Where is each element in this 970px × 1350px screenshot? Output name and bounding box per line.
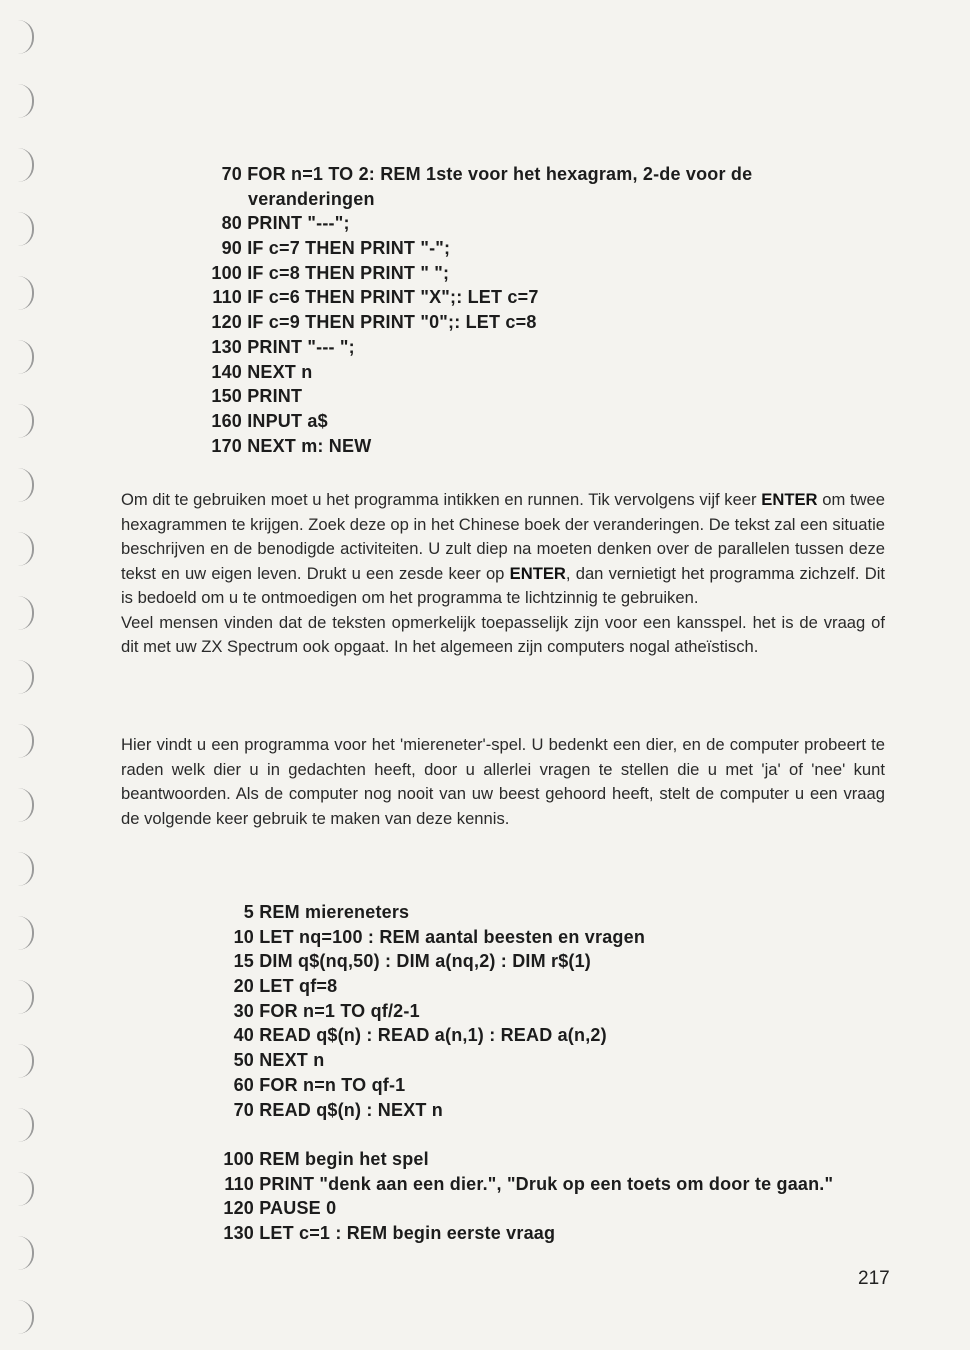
code-listing-hexagram [196, 162, 752, 458]
code-line [208, 1098, 833, 1123]
code-line [196, 236, 752, 261]
code-line [208, 1048, 833, 1073]
code-text: LET qf=8 [254, 976, 338, 997]
code-text: FOR n=1 TO 2: REM 1ste voor het hexagram, 2-de voor de [242, 164, 753, 184]
code-text: READ q$(n) : READ a(n,1) : READ a(n,2) [254, 1025, 607, 1046]
line-number: 120 [223, 1198, 254, 1219]
code-text: NEXT m: NEW [242, 435, 372, 456]
enter-key-label: ENTER [509, 563, 566, 583]
line-number: 40 [233, 1025, 254, 1046]
code-text: REM miereneters [254, 902, 410, 922]
line-number: 110 [224, 1173, 254, 1194]
code-line [208, 900, 833, 925]
line-number: 150 [211, 386, 242, 407]
paragraph-usage: Om dit te gebruiken moet u het programma intikken en runnen. Tik vervolgens vijf keer ENTER om twee hexagrammen te krijgen. Zoek deze op in het Chinese boek der veranderingen. De tekst zal een situatie beschrijven en de benodigde activiteiten. U zult diep na moeten denken over de parallelen tussen deze tekst en uw eigen leven. Drukt u een zesde keer op ENTER, dan vernietigt het programma zichzelf. Dit is bedoeld om u te ontmoedigen om het programma te lichtzinnig te gebruiken. Veel mensen vinden dat de teksten opmerkelijk toepasselijk zijn voor een kansspel. het is de vraag of dit met uw ZX Spectrum ook opgaat. In het algemeen zijn computers nogal atheïstisch. [121, 490, 886, 656]
line-number: 100 [223, 1148, 254, 1169]
enter-key-label: ENTER [761, 490, 818, 509]
line-number: 20 [233, 976, 254, 997]
code-text: veranderingen [248, 188, 375, 209]
paragraph-miereneter-intro: Hier vindt u een programma voor het 'miereneter'-spel. U bedenkt een dier, en de computer probeert te raden welk dier u in gedachten heeft, door u allerlei vragen te stellen die u met 'ja' of 'nee' kunt beantwoorden. Als de computer nog nooit van uw beest gehoord heeft, stelt de computer u een vraag de volgende keer gebruik te maken van deze kennis. [121, 735, 885, 828]
line-number: 5 [243, 902, 254, 922]
page-number: 217 [858, 1268, 890, 1289]
code-line [208, 1073, 833, 1098]
code-line [196, 211, 752, 236]
line-number: 90 [221, 238, 242, 259]
line-number: 130 [223, 1222, 254, 1243]
code-line [208, 999, 833, 1024]
code-line [208, 1122, 833, 1147]
code-text: FOR n=n TO qf-1 [254, 1074, 406, 1095]
code-line [196, 335, 752, 360]
line-number: 80 [221, 213, 242, 234]
code-listing-miereneters [208, 900, 833, 1246]
code-text: NEXT n [254, 1050, 325, 1071]
code-text: PAUSE 0 [254, 1198, 337, 1219]
code-line [196, 285, 752, 310]
code-text: IF c=8 THEN PRINT " "; [242, 262, 450, 283]
code-line [196, 434, 752, 459]
code-line [208, 1221, 833, 1246]
code-line [196, 384, 752, 409]
code-text: LET c=1 : REM begin eerste vraag [254, 1222, 556, 1243]
code-line [208, 1147, 833, 1172]
code-line [208, 1023, 833, 1048]
line-number: 170 [211, 435, 242, 456]
code-text: PRINT "denk aan een dier.", "Druk op een toets om door te gaan." [254, 1173, 834, 1194]
line-number: 70 [221, 164, 242, 184]
code-line [196, 360, 752, 385]
line-number: 140 [211, 361, 242, 382]
line-number: 160 [211, 410, 242, 431]
code-line [196, 162, 752, 187]
code-line [208, 974, 833, 999]
code-line [208, 925, 833, 950]
code-text: NEXT n [242, 361, 313, 382]
code-text: DIM q$(nq,50) : DIM a(nq,2) : DIM r$(1) [254, 951, 592, 972]
line-number: 50 [233, 1050, 254, 1071]
code-text: INPUT a$ [242, 410, 328, 431]
code-text: REM begin het spel [254, 1148, 429, 1169]
line-number: 110 [212, 287, 242, 308]
code-text: IF c=7 THEN PRINT "-"; [242, 238, 451, 259]
line-number: 10 [233, 926, 254, 947]
code-line [196, 261, 752, 286]
binder-holes [18, 20, 46, 1320]
line-number: 60 [233, 1074, 254, 1095]
line-number: 100 [211, 262, 242, 283]
line-number: 130 [211, 336, 242, 357]
code-text: PRINT "--- "; [242, 336, 355, 357]
line-number: 30 [233, 1000, 254, 1021]
code-text: PRINT "---"; [242, 213, 350, 234]
code-line [208, 949, 833, 974]
code-text: LET nq=100 : REM aantal beesten en vragen [254, 926, 646, 947]
paragraph-instructions [121, 488, 885, 684]
code-line [196, 187, 752, 212]
code-line [196, 310, 752, 335]
line-number: 15 [233, 951, 254, 972]
line-number: 120 [211, 312, 242, 333]
line-number: 70 [233, 1099, 254, 1120]
code-text: IF c=9 THEN PRINT "0";: LET c=8 [242, 312, 537, 333]
code-line [208, 1196, 833, 1221]
code-line [208, 1172, 833, 1197]
code-text: PRINT [242, 386, 303, 407]
code-text: FOR n=1 TO qf/2-1 [254, 1000, 420, 1021]
code-text: IF c=6 THEN PRINT "X";: LET c=7 [242, 287, 539, 308]
code-line [196, 409, 752, 434]
code-text: READ q$(n) : NEXT n [254, 1099, 443, 1120]
